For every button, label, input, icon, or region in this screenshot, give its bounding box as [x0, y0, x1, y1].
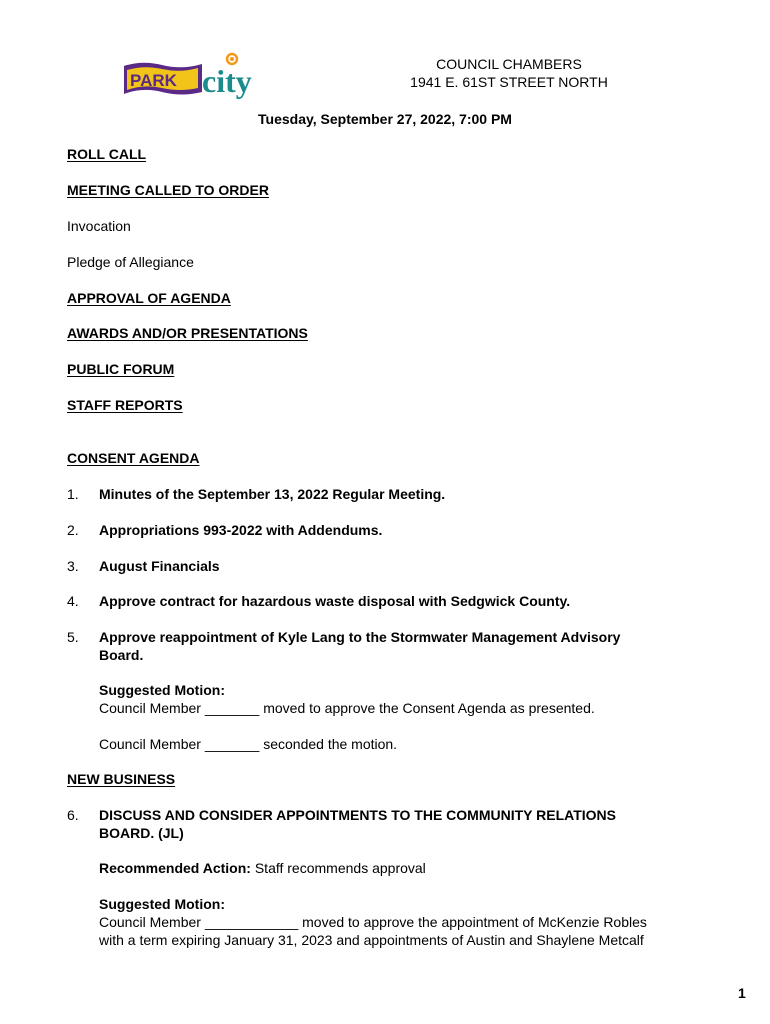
item-number: 1.	[67, 486, 79, 502]
heading-new-business: NEW BUSINESS	[67, 771, 176, 787]
item6-motion-line2: with a term expiring January 31, 2023 and appointments of Austin and Shaylene Metcalf	[99, 932, 644, 948]
item6-title-line1: DISCUSS AND CONSIDER APPOINTMENTS TO THE COMMUNITY RELATIONS	[99, 807, 616, 823]
recommended-action-label: Recommended Action:	[99, 860, 251, 876]
suggested-motion-label: Suggested Motion:	[99, 896, 225, 912]
item-number: 4.	[67, 593, 79, 609]
item6-title-line2: BOARD. (JL)	[99, 825, 184, 841]
logo-text-park: PARK	[130, 71, 177, 90]
item-text: Approve contract for hazardous waste disposal with Sedgwick County.	[99, 593, 571, 609]
recommended-action	[99, 859, 426, 877]
seconded-text: Council Member _______ seconded the motion.	[99, 736, 398, 752]
meeting-location	[360, 55, 658, 91]
logo-text-city: city	[202, 63, 252, 99]
heading-meeting-called: MEETING CALLED TO ORDER	[67, 182, 269, 198]
page-number: 1	[738, 985, 746, 1001]
heading-consent-agenda: CONSENT AGENDA	[67, 450, 200, 466]
heading-awards: AWARDS AND/OR PRESENTATIONS	[67, 325, 308, 341]
invocation-text: Invocation	[67, 218, 131, 234]
item-text-line1: Approve reappointment of Kyle Lang to the Stormwater Management Advisory	[99, 629, 621, 645]
item6-motion-line1: Council Member ____________ moved to approve the appointment of McKenzie Robles	[99, 914, 647, 930]
meeting-date: Tuesday, September 27, 2022, 7:00 PM	[258, 111, 512, 127]
item-text: Minutes of the September 13, 2022 Regular Meeting.	[99, 486, 446, 502]
item-text-line2: Board.	[99, 647, 144, 663]
heading-roll-call: ROLL CALL	[67, 146, 147, 162]
header-line-chambers: COUNCIL CHAMBERS	[436, 56, 582, 72]
pledge-text: Pledge of Allegiance	[67, 254, 194, 270]
header-line-address: 1941 E. 61ST STREET NORTH	[410, 74, 608, 90]
park-city-logo	[122, 52, 267, 102]
item-number: 6.	[67, 807, 79, 823]
recommended-action-text: Staff recommends approval	[250, 860, 426, 876]
item-text: August Financials	[99, 558, 220, 574]
item-number: 3.	[67, 558, 79, 574]
motion-text: Council Member _______ moved to approve the Consent Agenda as presented.	[99, 700, 595, 716]
heading-public-forum: PUBLIC FORUM	[67, 361, 175, 377]
item-number: 2.	[67, 522, 79, 538]
heading-staff-reports: STAFF REPORTS	[67, 397, 183, 413]
heading-approval-agenda: APPROVAL OF AGENDA	[67, 290, 231, 306]
item-number: 5.	[67, 629, 79, 645]
suggested-motion-label: Suggested Motion:	[99, 682, 225, 698]
item-text: Appropriations 993-2022 with Addendums.	[99, 522, 383, 538]
